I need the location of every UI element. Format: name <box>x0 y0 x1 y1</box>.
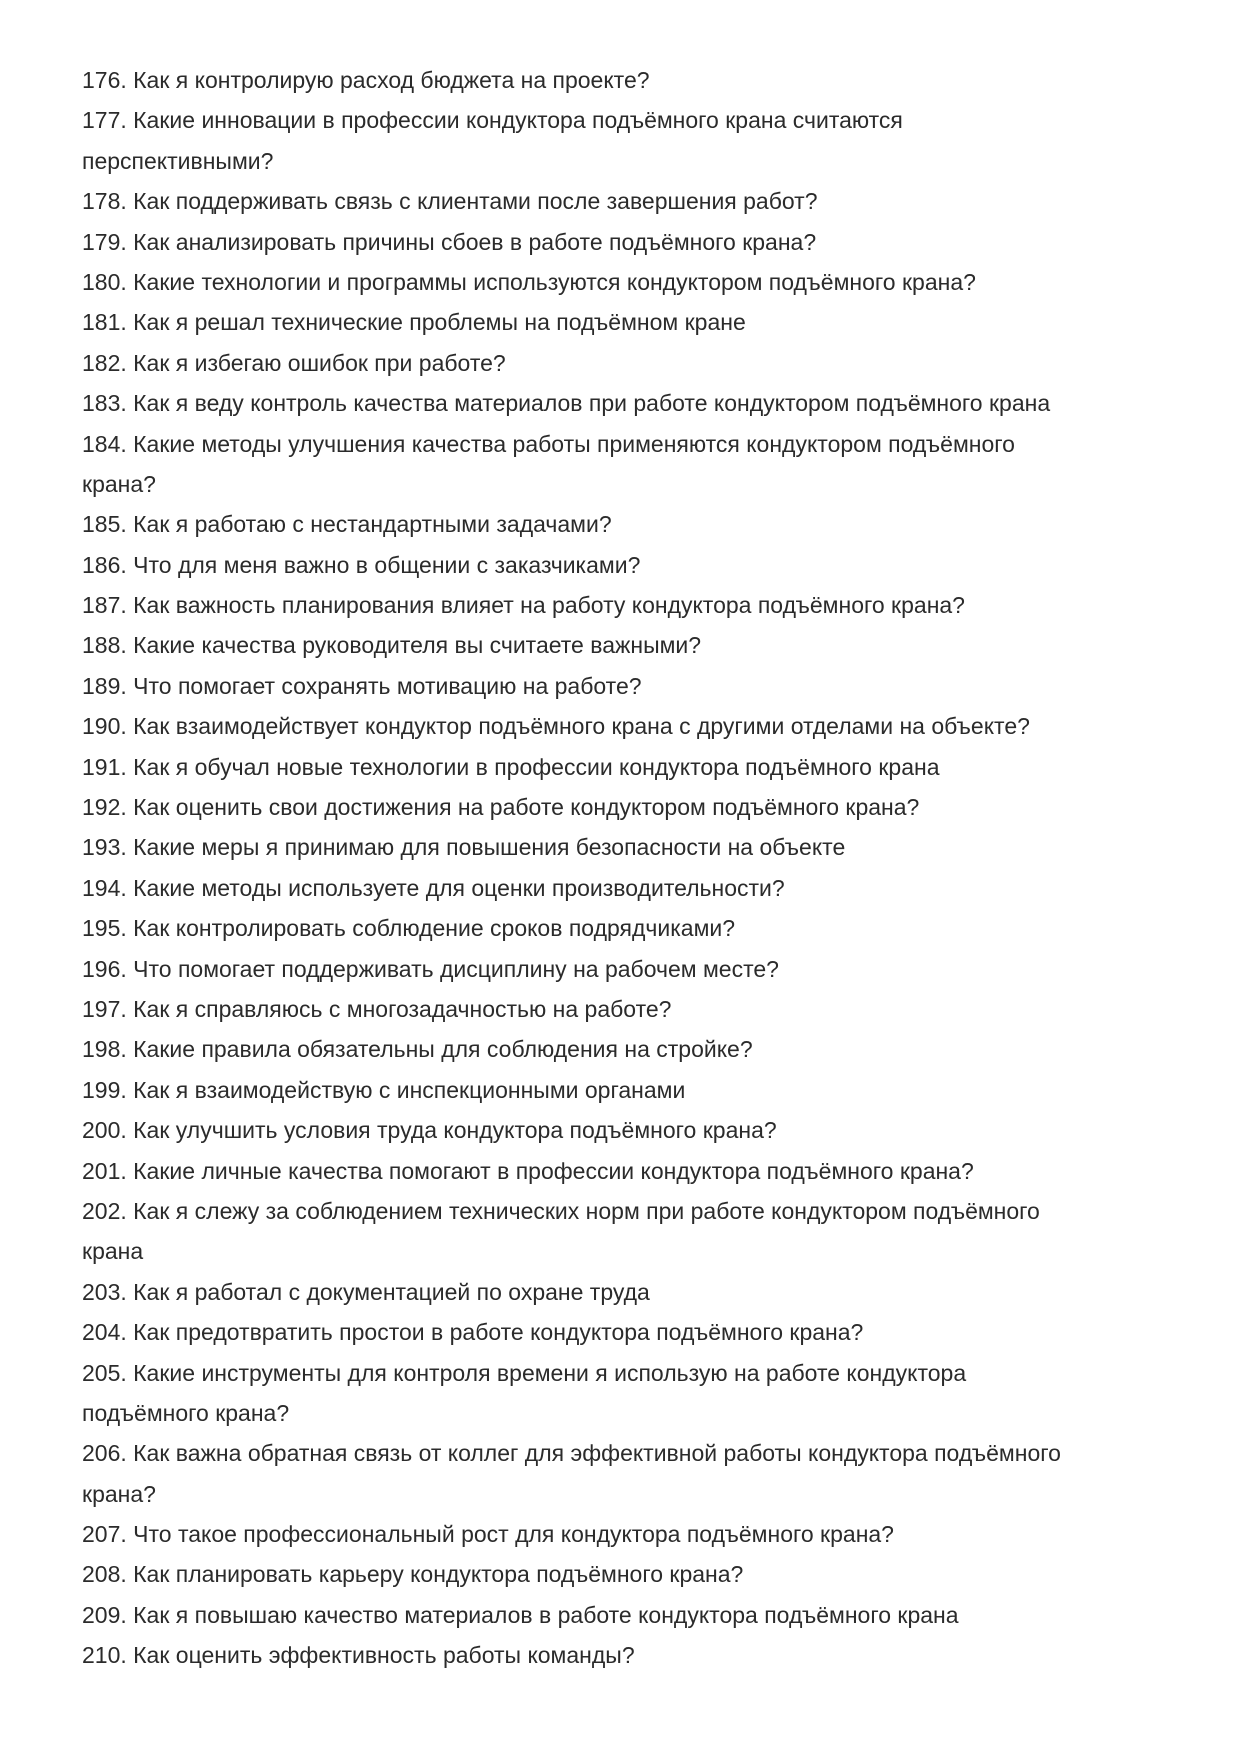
question-line <box>82 585 1162 625</box>
question-list <box>82 60 1162 1676</box>
question-number: 199. <box>82 1076 127 1103</box>
question-text: Как важна обратная связь от коллег для эффективной работы кондуктора подъёмного <box>133 1440 1061 1467</box>
question-text: Как контролировать соблюдение сроков подрядчиками? <box>133 915 736 942</box>
list-item <box>82 666 1162 706</box>
question-text: Что для меня важно в общении с заказчиками? <box>133 551 641 578</box>
question-line <box>82 827 1162 867</box>
question-line <box>82 1353 1162 1393</box>
question-text: Как предотвратить простои в работе кондуктора подъёмного крана? <box>133 1319 864 1346</box>
question-text: Как я избегаю ошибок при работе? <box>133 349 506 376</box>
question-line <box>82 949 1162 989</box>
question-text: Как оценить свои достижения на работе кондуктором подъёмного крана? <box>133 794 920 821</box>
question-number: 188. <box>82 632 127 659</box>
question-number: 200. <box>82 1117 127 1144</box>
question-number: 183. <box>82 390 127 417</box>
question-number: 204. <box>82 1319 127 1346</box>
question-line <box>82 1514 1162 1554</box>
list-item <box>82 1554 1162 1594</box>
question-number: 202. <box>82 1197 127 1224</box>
question-line <box>82 1433 1162 1473</box>
list-item <box>82 1514 1162 1554</box>
list-item <box>82 1191 1162 1272</box>
question-line <box>82 1312 1162 1352</box>
question-number: 194. <box>82 874 127 901</box>
question-number: 189. <box>82 672 127 699</box>
question-line <box>82 1029 1162 1069</box>
question-line <box>82 302 1162 342</box>
question-number: 181. <box>82 309 127 336</box>
question-number: 176. <box>82 67 127 93</box>
list-item <box>82 424 1162 505</box>
list-item <box>82 706 1162 746</box>
list-item <box>82 1070 1162 1110</box>
list-item <box>82 1635 1162 1675</box>
list-item <box>82 949 1162 989</box>
question-number: 207. <box>82 1521 127 1548</box>
question-text: Как важность планирования влияет на работу кондуктора подъёмного крана? <box>133 592 965 619</box>
question-text: Как улучшить условия труда кондуктора подъёмного крана? <box>133 1117 777 1144</box>
list-item <box>82 1312 1162 1352</box>
question-line <box>82 504 1162 544</box>
list-item <box>82 908 1162 948</box>
question-line <box>82 424 1162 464</box>
question-number: 187. <box>82 592 127 619</box>
question-number: 205. <box>82 1359 127 1386</box>
question-number: 203. <box>82 1278 127 1305</box>
list-item <box>82 747 1162 787</box>
list-item <box>82 1151 1162 1191</box>
question-text: Как оценить эффективность работы команды? <box>133 1642 635 1669</box>
question-line <box>82 1110 1162 1150</box>
question-text: Что такое профессиональный рост для кондуктора подъёмного крана? <box>133 1521 894 1548</box>
question-number: 179. <box>82 228 127 255</box>
list-item <box>82 1029 1162 1069</box>
question-text: Какие качества руководителя вы считаете важными? <box>133 632 702 659</box>
question-line <box>82 343 1162 383</box>
question-text: Как я контролирую расход бюджета на проекте? <box>133 67 650 93</box>
question-text: Как взаимодействует кондуктор подъёмного крана с другими отделами на объекте? <box>133 713 1030 740</box>
list-item <box>82 383 1162 423</box>
question-text: Как я решал технические проблемы на подъёмном кране <box>133 309 746 336</box>
question-text: Как планировать карьеру кондуктора подъёмного крана? <box>133 1561 744 1588</box>
question-number: 193. <box>82 834 127 861</box>
question-number: 210. <box>82 1642 127 1669</box>
question-number: 208. <box>82 1561 127 1588</box>
question-text: Какие инновации в профессии кондуктора подъёмного крана считаются <box>133 107 903 134</box>
question-number: 178. <box>82 188 127 215</box>
question-line <box>82 545 1162 585</box>
question-number: 209. <box>82 1601 127 1628</box>
question-line <box>82 706 1162 746</box>
question-line <box>82 666 1162 706</box>
list-item <box>82 504 1162 544</box>
question-text: Как я взаимодействую с инспекционными органами <box>133 1076 686 1103</box>
question-line <box>82 1635 1162 1675</box>
question-line <box>82 383 1162 423</box>
list-item <box>82 1272 1162 1312</box>
question-text: Как я работал с документацией по охране труда <box>133 1278 650 1305</box>
question-number: 192. <box>82 794 127 821</box>
question-text-continuation: крана? <box>82 1480 156 1507</box>
list-item <box>82 302 1162 342</box>
question-line <box>82 262 1162 302</box>
list-item <box>82 100 1162 181</box>
list-item <box>82 1433 1162 1514</box>
list-item <box>82 1110 1162 1150</box>
question-line <box>82 787 1162 827</box>
question-number: 191. <box>82 753 127 780</box>
question-text-continuation: крана? <box>82 470 156 497</box>
question-line <box>82 1070 1162 1110</box>
question-text: Как анализировать причины сбоев в работе подъёмного крана? <box>133 228 817 255</box>
list-item <box>82 585 1162 625</box>
list-item <box>82 545 1162 585</box>
question-number: 198. <box>82 1036 127 1063</box>
question-line <box>82 1272 1162 1312</box>
question-number: 197. <box>82 995 127 1022</box>
question-text: Как я веду контроль качества материалов при работе кондуктором подъёмного крана <box>133 390 1051 417</box>
question-number: 186. <box>82 551 127 578</box>
question-line <box>82 1151 1162 1191</box>
question-number: 206. <box>82 1440 127 1467</box>
question-text: Как я справляюсь с многозадачностью на работе? <box>133 995 672 1022</box>
question-line <box>82 908 1162 948</box>
question-text: Какие личные качества помогают в профессии кондуктора подъёмного крана? <box>133 1157 974 1184</box>
question-number: 201. <box>82 1157 127 1184</box>
question-line <box>82 1191 1162 1231</box>
question-line <box>82 868 1162 908</box>
question-text-continuation: крана <box>82 1238 144 1265</box>
question-line <box>82 1595 1162 1635</box>
question-text: Что помогает сохранять мотивацию на работе? <box>133 672 642 699</box>
question-number: 195. <box>82 915 127 942</box>
question-text: Как поддерживать связь с клиентами после завершения работ? <box>133 188 818 215</box>
list-item <box>82 60 1162 100</box>
question-number: 177. <box>82 107 127 134</box>
question-text-continuation: подъёмного крана? <box>82 1399 290 1426</box>
list-item <box>82 787 1162 827</box>
list-item <box>82 1595 1162 1635</box>
question-line <box>82 747 1162 787</box>
question-text: Как я работаю с нестандартными задачами? <box>133 511 612 538</box>
list-item <box>82 868 1162 908</box>
question-line <box>82 1554 1162 1594</box>
question-line <box>82 181 1162 221</box>
list-item <box>82 827 1162 867</box>
question-number: 185. <box>82 511 127 538</box>
question-line <box>82 222 1162 262</box>
question-text: Как я слежу за соблюдением технических норм при работе кондуктором подъёмного <box>133 1197 1040 1224</box>
question-text: Что помогает поддерживать дисциплину на рабочем месте? <box>133 955 779 982</box>
question-line <box>82 625 1162 665</box>
question-number: 196. <box>82 955 127 982</box>
question-line <box>82 989 1162 1029</box>
list-item <box>82 262 1162 302</box>
list-item <box>82 343 1162 383</box>
list-item <box>82 181 1162 221</box>
question-number: 182. <box>82 349 127 376</box>
question-text: Как я обучал новые технологии в профессии кондуктора подъёмного крана <box>133 753 940 780</box>
question-text: Как я повышаю качество материалов в работе кондуктора подъёмного крана <box>133 1601 959 1628</box>
question-text: Какие меры я принимаю для повышения безопасности на объекте <box>133 834 846 861</box>
question-text: Какие технологии и программы используются кондуктором подъёмного крана? <box>133 268 976 295</box>
question-line <box>82 60 1162 100</box>
question-line <box>82 100 1162 140</box>
list-item <box>82 1353 1162 1434</box>
list-item <box>82 625 1162 665</box>
list-item <box>82 989 1162 1029</box>
question-text: Какие методы улучшения качества работы применяются кондуктором подъёмного <box>133 430 1015 457</box>
list-item <box>82 222 1162 262</box>
question-text-continuation: перспективными? <box>82 147 274 174</box>
question-text: Какие методы используете для оценки производительности? <box>133 874 785 901</box>
question-number: 180. <box>82 268 127 295</box>
question-text: Какие инструменты для контроля времени я использую на работе кондуктора <box>133 1359 967 1386</box>
question-number: 184. <box>82 430 127 457</box>
question-text: Какие правила обязательны для соблюдения на стройке? <box>133 1036 753 1063</box>
question-number: 190. <box>82 713 127 740</box>
